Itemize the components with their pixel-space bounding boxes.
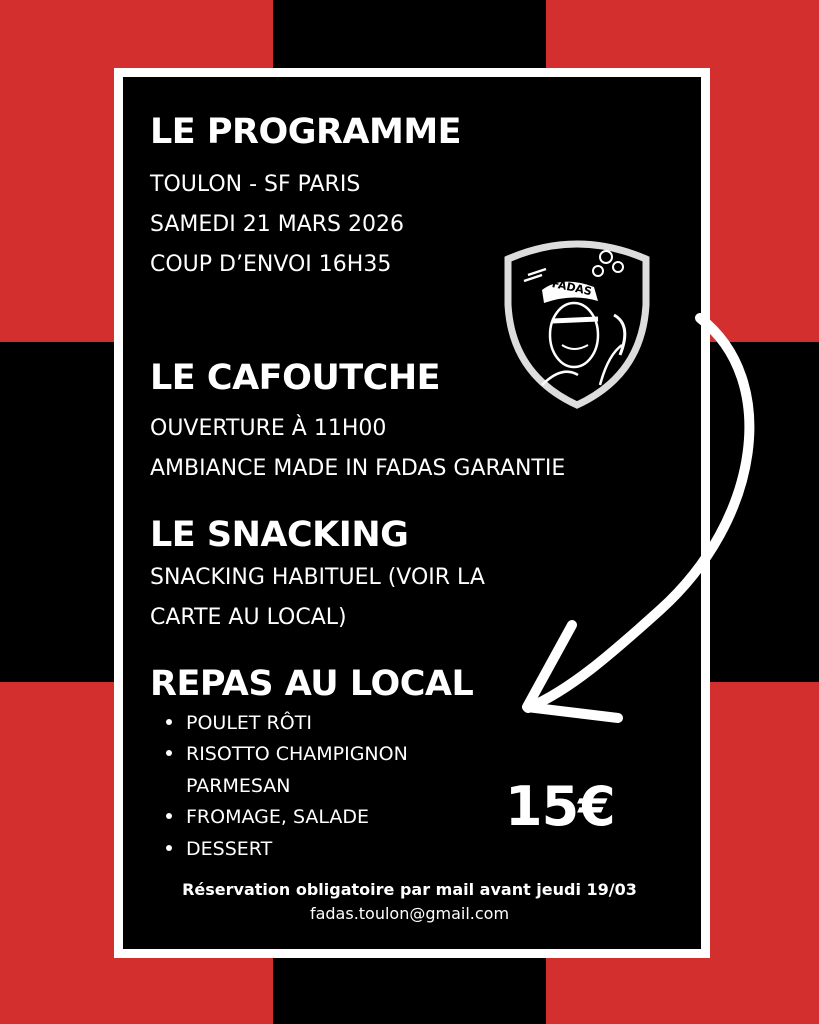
bullet-icon: [166, 750, 172, 756]
menu-item: RISOTTO CHAMPIGNON: [166, 743, 408, 765]
programme-line: COUP D’ENVOI 16H35: [150, 252, 392, 277]
fadas-crest-icon: [502, 235, 652, 410]
cafoutche-title: LE CAFOUTCHE: [150, 358, 441, 398]
menu-item: FROMAGE, SALADE: [166, 806, 369, 828]
reservation-note: Réservation obligatoire par mail avant jeudi 19/03: [182, 880, 637, 899]
menu-item-continuation: PARMESAN: [186, 775, 291, 797]
price: 15€: [505, 775, 615, 838]
snacking-line: CARTE AU LOCAL): [150, 605, 347, 630]
menu-item: DESSERT: [166, 838, 272, 860]
email-link[interactable]: fadas.toulon@gmail.com: [309, 904, 510, 923]
repas-title: REPAS AU LOCAL: [150, 664, 474, 704]
cafoutche-line: AMBIANCE MADE IN FADAS GARANTIE: [150, 456, 566, 481]
cafoutche-line: OUVERTURE À 11H00: [150, 416, 387, 441]
crest-label: FADAS: [550, 277, 593, 299]
bullet-icon: [166, 845, 172, 851]
bullet-icon: [166, 719, 172, 725]
bullet-icon: [166, 813, 172, 819]
programme-title: LE PROGRAMME: [150, 112, 462, 152]
snacking-line: SNACKING HABITUEL (VOIR LA: [150, 565, 485, 590]
snacking-title: LE SNACKING: [150, 515, 409, 555]
programme-line: SAMEDI 21 MARS 2026: [150, 212, 404, 237]
menu-item: POULET RÔTI: [166, 712, 312, 734]
programme-line: TOULON - SF PARIS: [150, 172, 361, 197]
